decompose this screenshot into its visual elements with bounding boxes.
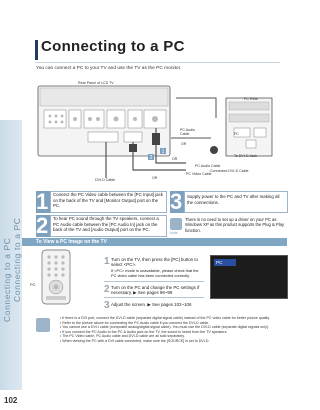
- bottom-notes: [60, 316, 286, 344]
- page-number: 102: [4, 396, 18, 405]
- title-divider: [35, 62, 280, 63]
- view-step-1-sub: If <PC> mode is unavailable, please check that the PC video cable has been connected correctly.: [111, 268, 199, 278]
- diagram-marker-1: 1: [161, 149, 165, 155]
- label-rear-panel-tv: Rear Panel of LCD TV: [78, 81, 114, 85]
- view-step-2-text: Turn on the PC and change the PC settings if necessary. ▶ See pages 98~99: [111, 285, 200, 296]
- info-icon: [36, 318, 50, 332]
- step-2-number: 2: [36, 213, 49, 238]
- bottom-note-item: • If you connect the PC Audio to the PC & Audio jack on the TV, the sound is heard from the TV speakers.: [60, 329, 228, 334]
- divider: [104, 281, 204, 282]
- remote-control-illustration: [38, 249, 74, 305]
- bottom-note-item: • You cannot use a DVI-I cable (composite analog/digital signal cable). You must use the DVI-D cable (separate digital signals only).: [60, 325, 270, 330]
- label-dvi-d-cable: DVI-D Cable: [95, 178, 116, 182]
- bottom-note-item: • When viewing the PC with a DVI cable connected, make sure the [SOURCE] is set to DVI-D.: [60, 338, 210, 343]
- side-tab-label-bottom: Connecting to a PC: [2, 237, 12, 323]
- step-3-number: 3: [170, 189, 183, 214]
- label-pc-audio-cable: PC Audio Cable: [180, 128, 195, 136]
- label-pc: PC: [234, 132, 239, 136]
- label-pc-video-cable: PC Video Cable: [186, 172, 212, 176]
- screen-pc-label: PC: [216, 260, 223, 265]
- page-title: Connecting to a PC: [41, 38, 185, 55]
- title-accent-bar: [35, 40, 38, 60]
- step-3-text: Supply power to the PC and TV after making all the connections.: [187, 194, 280, 205]
- connection-diagram: [36, 78, 280, 183]
- label-connected-dvi: Connected DVI-D Cable: [210, 169, 249, 173]
- label-pc-rear: PC Rear: [244, 97, 258, 101]
- label-or-3: OR: [172, 157, 178, 161]
- view-step-3-text: Adjust the screen. ▶ See pages 102~106: [111, 302, 192, 307]
- view-step-1-text: Turn on the TV, then press the [PC] button to select <PC>.: [111, 257, 198, 268]
- view-step-2-number: 2: [104, 284, 110, 295]
- step-1-number: 1: [36, 189, 49, 214]
- diagram-marker-2: 2: [149, 155, 153, 161]
- intro-text: You can connect a PC to your TV and use the TV as the PC monitor.: [36, 66, 182, 71]
- label-or-2: OR: [152, 176, 158, 180]
- note-label: Note: [170, 231, 178, 235]
- label-pc-audio-cable-2: PC Audio Cable: [195, 164, 221, 168]
- note-icon: [170, 218, 182, 230]
- view-step-3-number: 3: [104, 300, 110, 311]
- bottom-note-item: • Refer to the picture above for connecting the PC Audio cable if you connect the DVI-D cable.: [60, 320, 210, 325]
- side-tab-label: [2, 150, 20, 370]
- step-2-text: To hear PC sound through the TV speakers, connect a PC Audio cable between the [PC Audio In] jack on the back of the TV and [Audio Output] port on the PC.: [53, 216, 159, 233]
- label-or-1: OR: [181, 142, 187, 146]
- remote-pc-label: PC: [30, 282, 36, 287]
- bottom-note-item: • If there is a DVI port, connect the DVI-D cable (separate digital signal cable) instead of the PC video cable for better picture quality.: [60, 316, 270, 320]
- bottom-note-item: • The PC Video cable, PC Audio cable and DVI-D cable are all sold separately.: [60, 334, 185, 339]
- side-tab-label-top: Connecting to a PC: [12, 217, 22, 303]
- note-text: There is no need to set up a driver on your PC as Windows XP as this product supports the Plug & Play function.: [185, 217, 285, 233]
- step-1-text: Connect the PC Video cable between the [PC Input] jack on the back of the TV and [Monitor Output] port on the PC.: [53, 192, 163, 209]
- view-step-1-number: 1: [104, 256, 110, 267]
- label-dvi-d-jack: To DVI-D Jack: [234, 154, 257, 158]
- section-title: To View a PC Image on the TV: [36, 239, 107, 245]
- divider: [104, 297, 204, 298]
